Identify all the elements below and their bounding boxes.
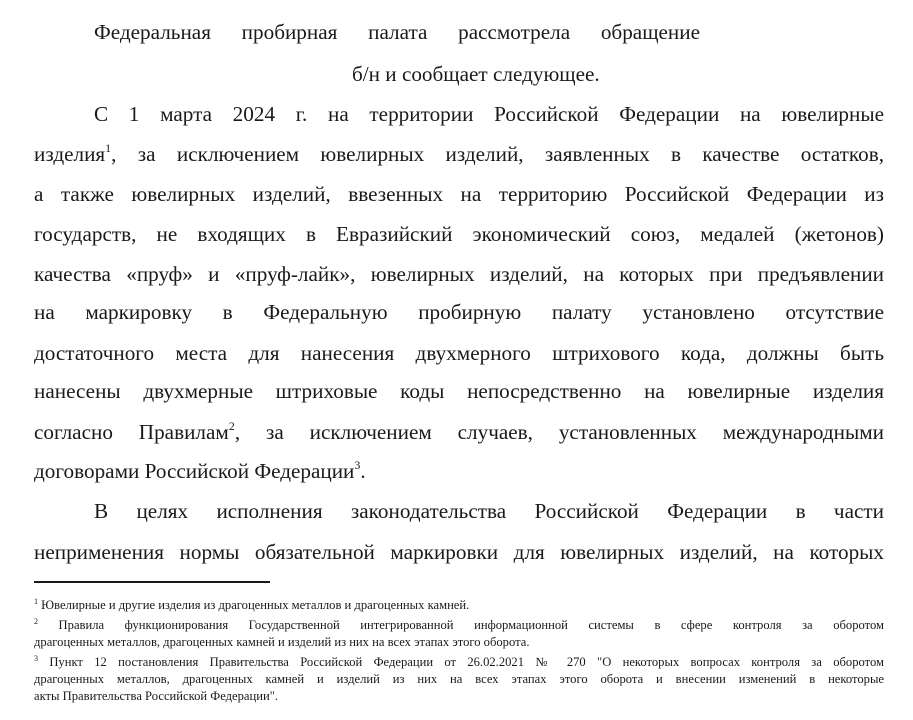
- footnote-1: [34, 597, 884, 614]
- footnote-ref-1: 1: [105, 141, 112, 155]
- body-text: .: [360, 459, 366, 483]
- footnote-3-line-3: акты Правительства Российской Федерации".: [34, 689, 279, 703]
- body-line-5: а также ювелирных изделий, ввезенных на территорию Российской Федерации из: [34, 182, 884, 206]
- body-line-9: достаточного места для нанесения двухмерного штрихового кода, должны быть: [34, 341, 884, 365]
- body-line-4: [34, 140, 884, 168]
- footnote-2-line-1: [34, 617, 884, 634]
- body-line-8: на маркировку в Федеральную пробирную палату установлено отсутствие: [34, 300, 884, 324]
- body-text: , за исключением случаев, установленных международными: [234, 420, 884, 444]
- footnote-2-line-2: драгоценных металлов, драгоценных камней и изделий из них на всех этапах этого оборота.: [34, 635, 530, 649]
- body-text: , за исключением ювелирных изделий, заявленных в качестве остатков,: [111, 142, 884, 166]
- footnote-3-line-1: [34, 654, 884, 671]
- body-line-6: государств, не входящих в Евразийский экономический союз, медалей (жетонов): [34, 222, 884, 246]
- footnote-ref-2: 2: [228, 419, 235, 433]
- footnote-text: Пункт 12 постановления Правительства Российской Федерации от 26.02.2021 № 270 "О некоторых вопросах контроля за оборотом: [49, 655, 884, 669]
- body-text: договорами Российской Федерации: [34, 459, 355, 483]
- body-line-12: [34, 457, 884, 485]
- footnote-mark: 1: [34, 597, 38, 606]
- footnote-mark: 2: [34, 617, 38, 626]
- footnote-text: Правила функционирования Государственной интегрированной информационной системы в сфере контроля за оборотом: [58, 618, 884, 632]
- body-line-7: качества «пруф» и «пруф-лайк», ювелирных изделий, на которых при предъявлении: [34, 262, 884, 286]
- body-line-10: нанесены двухмерные штриховые коды непосредственно на ювелирные изделия: [34, 379, 884, 403]
- body-line-3: С 1 марта 2024 г. на территории Российской Федерации на ювелирные: [94, 102, 884, 126]
- footnote-ref-3: 3: [354, 458, 361, 472]
- footnote-separator: [34, 581, 270, 583]
- body-line-1: Федеральная пробирная палата рассмотрела обращение: [94, 20, 700, 44]
- footnote-text: Ювелирные и другие изделия из драгоценных металлов и драгоценных камней.: [41, 598, 470, 612]
- body-text: изделия: [34, 142, 106, 166]
- body-line-2: б/н и сообщает следующее.: [352, 62, 600, 86]
- footnote-3-line-2: драгоценных металлов, драгоценных камней и изделий из них на всех этапах этого оборота и внесении изменений в некоторые: [34, 672, 884, 686]
- body-text: согласно Правилам: [34, 420, 229, 444]
- body-line-11: [34, 418, 884, 446]
- body-line-14: неприменения нормы обязательной маркировки для ювелирных изделий, на которых: [34, 540, 884, 564]
- body-line-13: В целях исполнения законодательства Российской Федерации в части: [94, 499, 884, 523]
- footnote-mark: 3: [34, 654, 38, 663]
